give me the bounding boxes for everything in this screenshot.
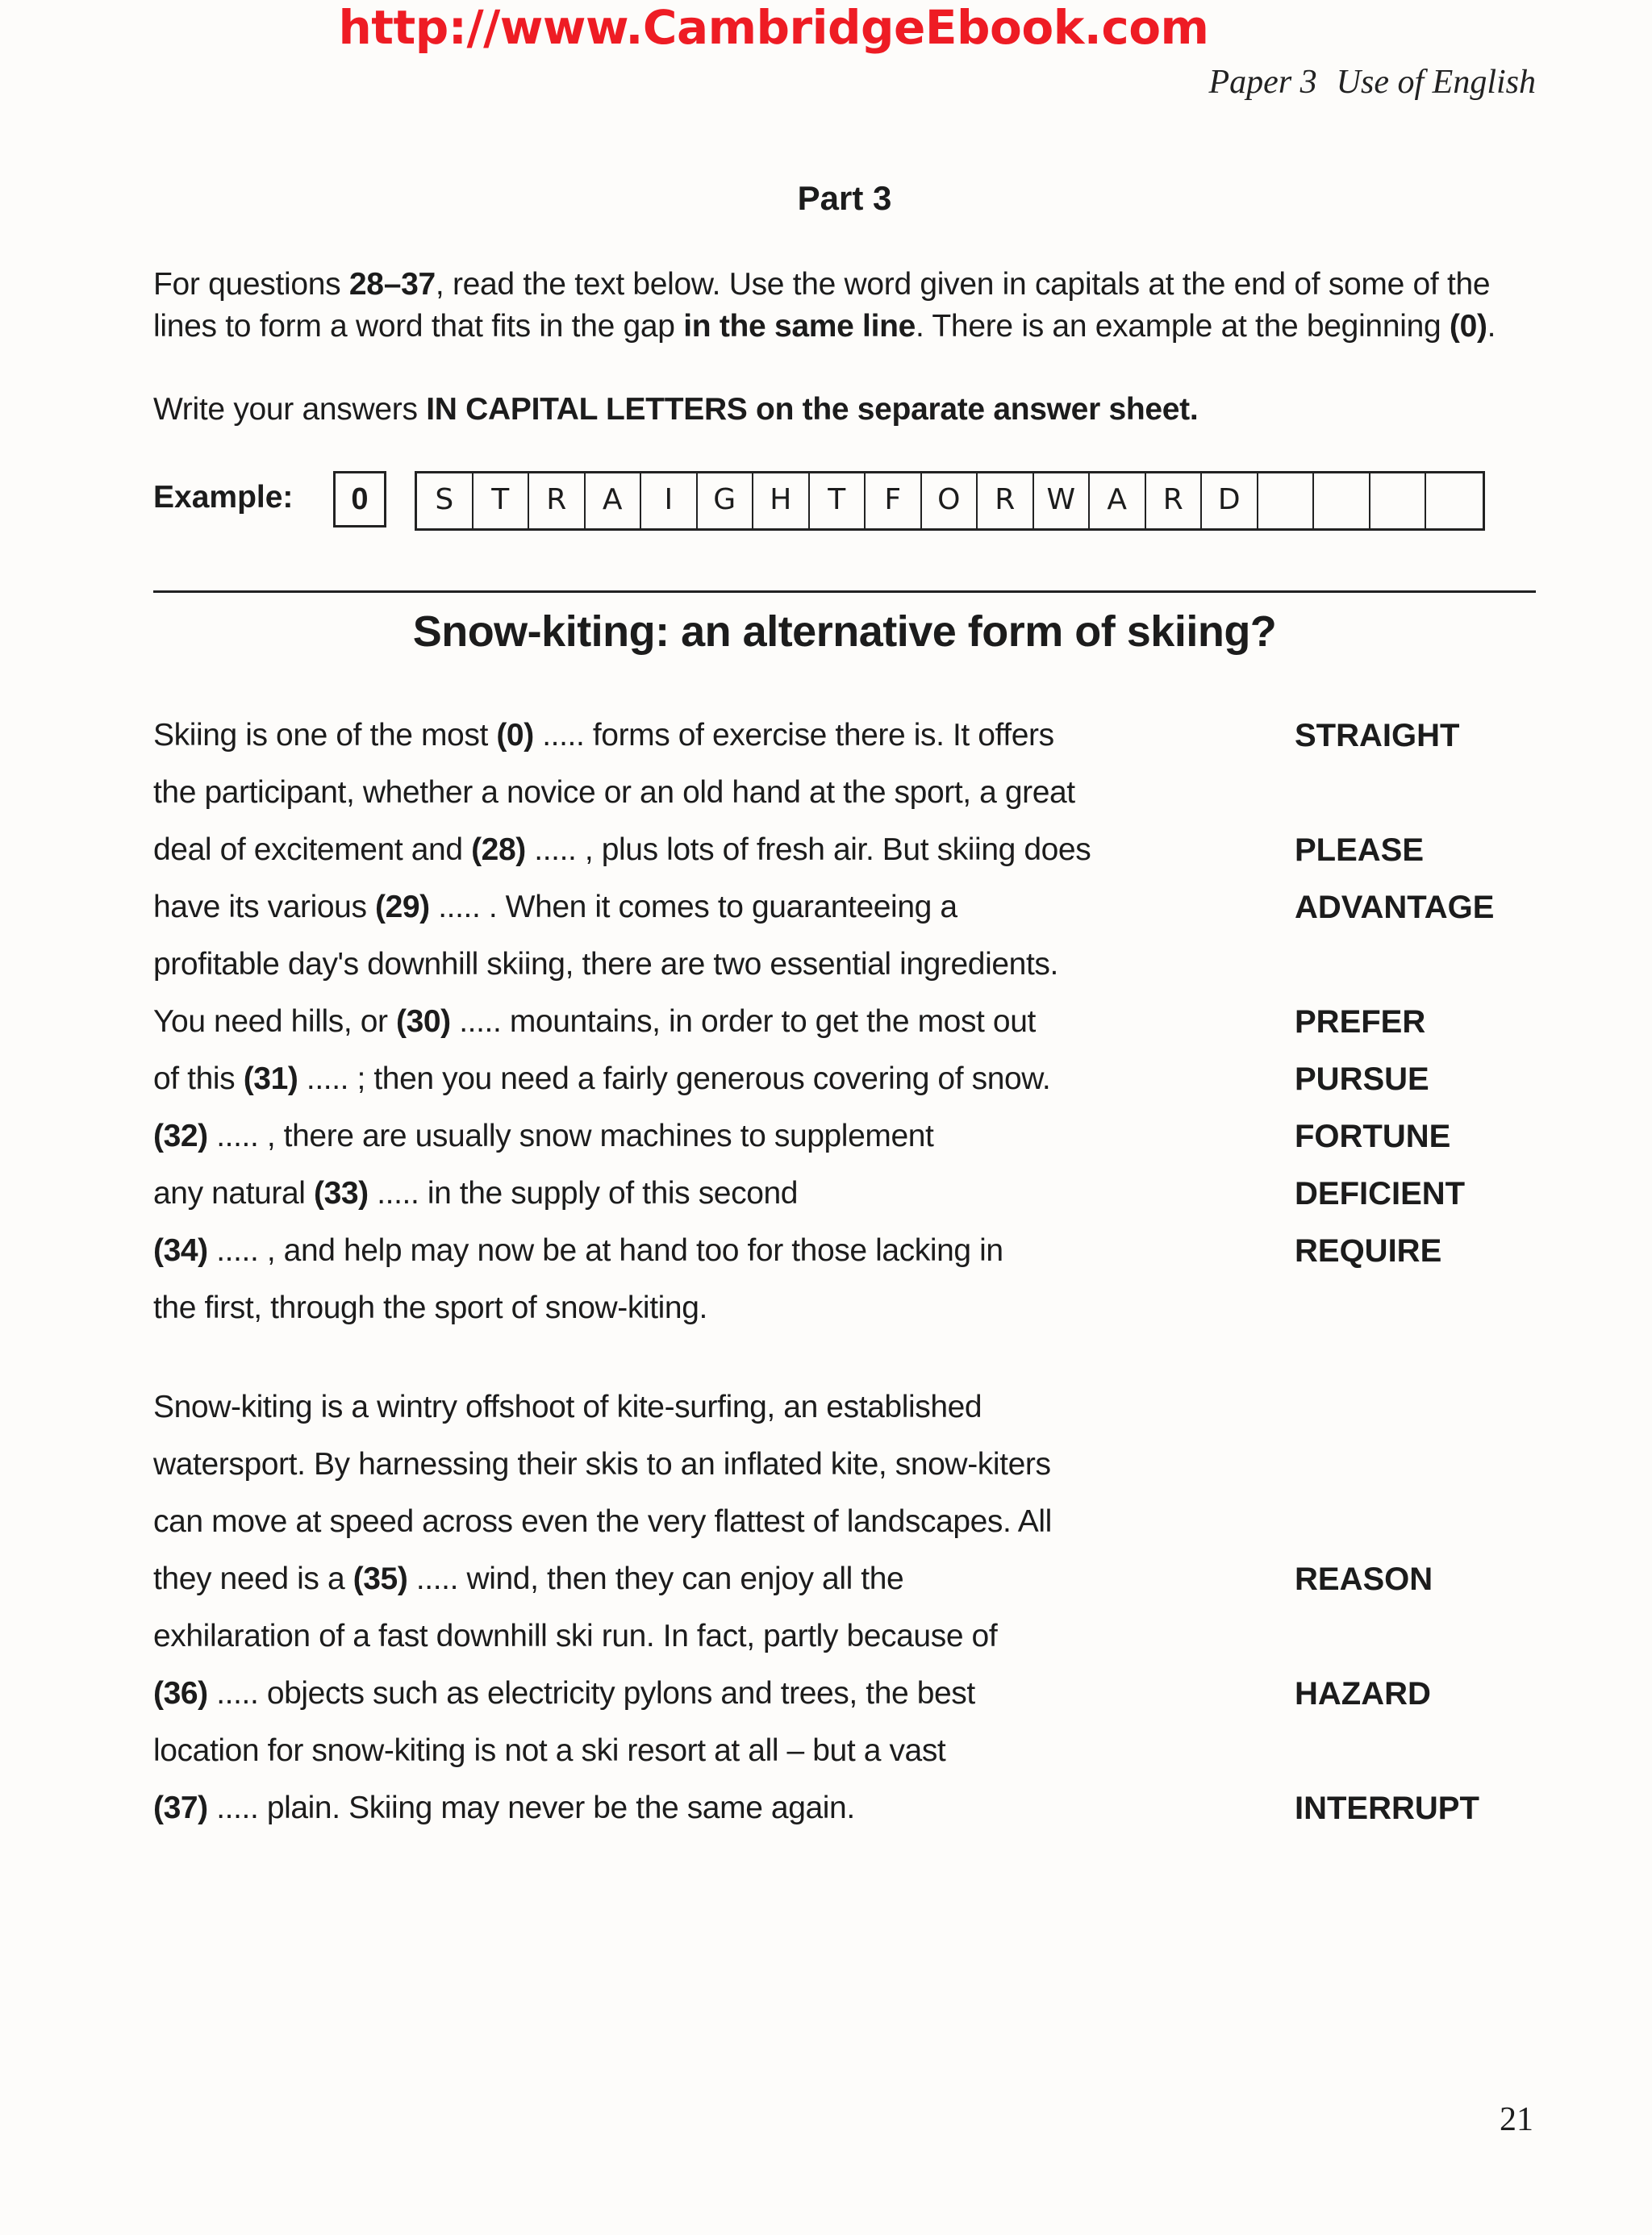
instructions-paragraph-1	[153, 264, 1541, 348]
line-text: location for snow-kiting is not a ski resort at all – but a vast	[153, 1733, 946, 1768]
line-text: have its various	[153, 890, 375, 924]
cue-word: HAZARD	[1295, 1676, 1431, 1712]
text-line	[153, 1233, 1003, 1269]
cue-word: FORTUNE	[1295, 1119, 1451, 1154]
line-text: You need hills, or	[153, 1004, 397, 1039]
instr-bold: (0)	[1449, 309, 1487, 344]
text-line	[153, 1504, 1052, 1540]
text-line	[153, 1176, 798, 1211]
example-letter-box: R	[978, 473, 1034, 528]
instructions-paragraph-2	[153, 389, 1541, 431]
example-letter-box: A	[1090, 473, 1146, 528]
line-text: ..... forms of exercise there is. It offers	[533, 718, 1054, 753]
example-letter-box: R	[1146, 473, 1203, 528]
instr-bold: 28–37	[348, 267, 436, 302]
text-line	[153, 947, 1058, 982]
text-line	[153, 1004, 1036, 1040]
example-letter-box	[1258, 473, 1315, 528]
running-head-title: Use of English	[1336, 64, 1536, 101]
example-letter-box: O	[922, 473, 978, 528]
cue-word: ADVANTAGE	[1295, 890, 1495, 925]
cue-word: STRAIGHT	[1295, 718, 1460, 753]
text-line	[153, 890, 957, 925]
line-text: ..... plain. Skiing may never be the same again.	[207, 1791, 855, 1825]
line-text: ..... in the supply of this second	[368, 1176, 799, 1211]
line-text: watersport. By harnessing their skis to an inflated kite, snow-kiters	[153, 1447, 1051, 1482]
line-text: ..... , and help may now be at hand too for those lacking in	[207, 1233, 1003, 1268]
line-text: profitable day's downhill skiing, there are two essential ingredients.	[153, 947, 1058, 982]
instr-text: For questions	[153, 267, 349, 302]
example-letter-box: S	[417, 473, 473, 528]
text-title: Snow-kiting: an alternative form of skiing?	[412, 607, 1277, 656]
example-letter-box: D	[1202, 473, 1258, 528]
line-text: ..... mountains, in order to get the most out	[450, 1004, 1036, 1039]
cue-word: PLEASE	[1295, 832, 1425, 868]
example-number-box: 0	[333, 471, 386, 527]
line-text: the first, through the sport of snow-kiting.	[153, 1291, 707, 1325]
line-text: the participant, whether a novice or an old hand at the sport, a great	[153, 775, 1075, 810]
line-text: exhilaration of a fast downhill ski run. In fact, partly because of	[153, 1619, 998, 1653]
example-letter-box: F	[866, 473, 922, 528]
instr-text: .	[1487, 309, 1496, 344]
text-line	[153, 718, 1054, 753]
line-text: ..... . When it comes to guaranteeing a	[429, 890, 957, 924]
line-text: any natural	[153, 1176, 314, 1211]
gap-number: (37)	[153, 1791, 208, 1825]
line-text: they need is a	[153, 1562, 353, 1596]
example-letter-box	[1370, 473, 1427, 528]
cue-word: PREFER	[1295, 1004, 1426, 1040]
line-text: Skiing is one of the most	[153, 718, 497, 753]
line-text: deal of excitement and	[153, 832, 472, 867]
example-letter-box: I	[641, 473, 698, 528]
instr-bold: in the same line	[683, 309, 916, 344]
line-text: ..... , plus lots of fresh air. But skiing does	[525, 832, 1091, 867]
line-text: of this	[153, 1061, 244, 1096]
instr-text: Write your answers	[153, 392, 427, 427]
instr-bold: IN CAPITAL LETTERS on the separate answer sheet.	[426, 392, 1199, 427]
text-line	[153, 1619, 997, 1654]
gap-number: (28)	[471, 832, 526, 867]
example-letter-box: G	[698, 473, 754, 528]
cue-word: REQUIRE	[1295, 1233, 1442, 1269]
gap-number: (0)	[496, 718, 534, 753]
example-letter-box	[1314, 473, 1370, 528]
running-head-paper: Paper 3	[1208, 64, 1317, 101]
text-line	[153, 1291, 707, 1326]
gap-number: (30)	[396, 1004, 451, 1039]
example-label: Example:	[153, 480, 294, 515]
example-letter-box: A	[586, 473, 642, 528]
line-text: ..... , there are usually snow machines to supplement	[207, 1119, 934, 1153]
line-text: can move at speed across even the very flattest of landscapes. All	[153, 1504, 1052, 1539]
gap-number: (34)	[153, 1233, 208, 1268]
text-line	[153, 832, 1091, 868]
gap-number: (35)	[353, 1562, 408, 1596]
instr-text: . There is an example at the beginning	[916, 309, 1450, 344]
example-letter-box: W	[1034, 473, 1091, 528]
text-line	[153, 1562, 903, 1597]
instr-text: , read the text below. Use the word given in capitals at the end of some of the lines to form a word that fits in the gap	[153, 267, 1491, 344]
part-title: Part 3	[797, 179, 892, 217]
gap-number: (29)	[375, 890, 430, 924]
example-letter-box: R	[529, 473, 586, 528]
example-letter-box: T	[810, 473, 866, 528]
cue-word: DEFICIENT	[1295, 1176, 1466, 1211]
line-text: ..... ; then you need a fairly generous covering of snow.	[298, 1061, 1051, 1096]
page-number: 21	[1500, 2101, 1533, 2138]
cue-word: PURSUE	[1295, 1061, 1429, 1097]
cue-word: REASON	[1295, 1562, 1433, 1597]
example-letter-box	[1426, 473, 1483, 528]
example-answer-boxes	[415, 471, 1485, 531]
text-line	[153, 1447, 1051, 1482]
text-line	[153, 1791, 855, 1826]
gap-number: (31)	[243, 1061, 298, 1096]
example-letter-box: T	[473, 473, 530, 528]
watermark-url: http://www.CambridgeEbook.com	[338, 0, 1209, 55]
line-text: Snow-kiting is a wintry offshoot of kite-surfing, an established	[153, 1390, 982, 1424]
text-line	[153, 1676, 975, 1712]
line-text: ..... wind, then they can enjoy all the	[407, 1562, 904, 1596]
running-head	[1209, 63, 1536, 102]
example-letter-box: H	[753, 473, 810, 528]
gap-number: (36)	[153, 1676, 208, 1711]
text-line	[153, 1390, 982, 1425]
line-text: ..... objects such as electricity pylons and trees, the best	[207, 1676, 975, 1711]
divider-rule	[153, 590, 1536, 593]
cue-word: INTERRUPT	[1295, 1791, 1479, 1826]
gap-number: (33)	[314, 1176, 369, 1211]
text-line	[153, 1061, 1050, 1097]
text-line	[153, 1733, 945, 1769]
gap-number: (32)	[153, 1119, 208, 1153]
text-line	[153, 1119, 933, 1154]
text-line	[153, 775, 1075, 811]
